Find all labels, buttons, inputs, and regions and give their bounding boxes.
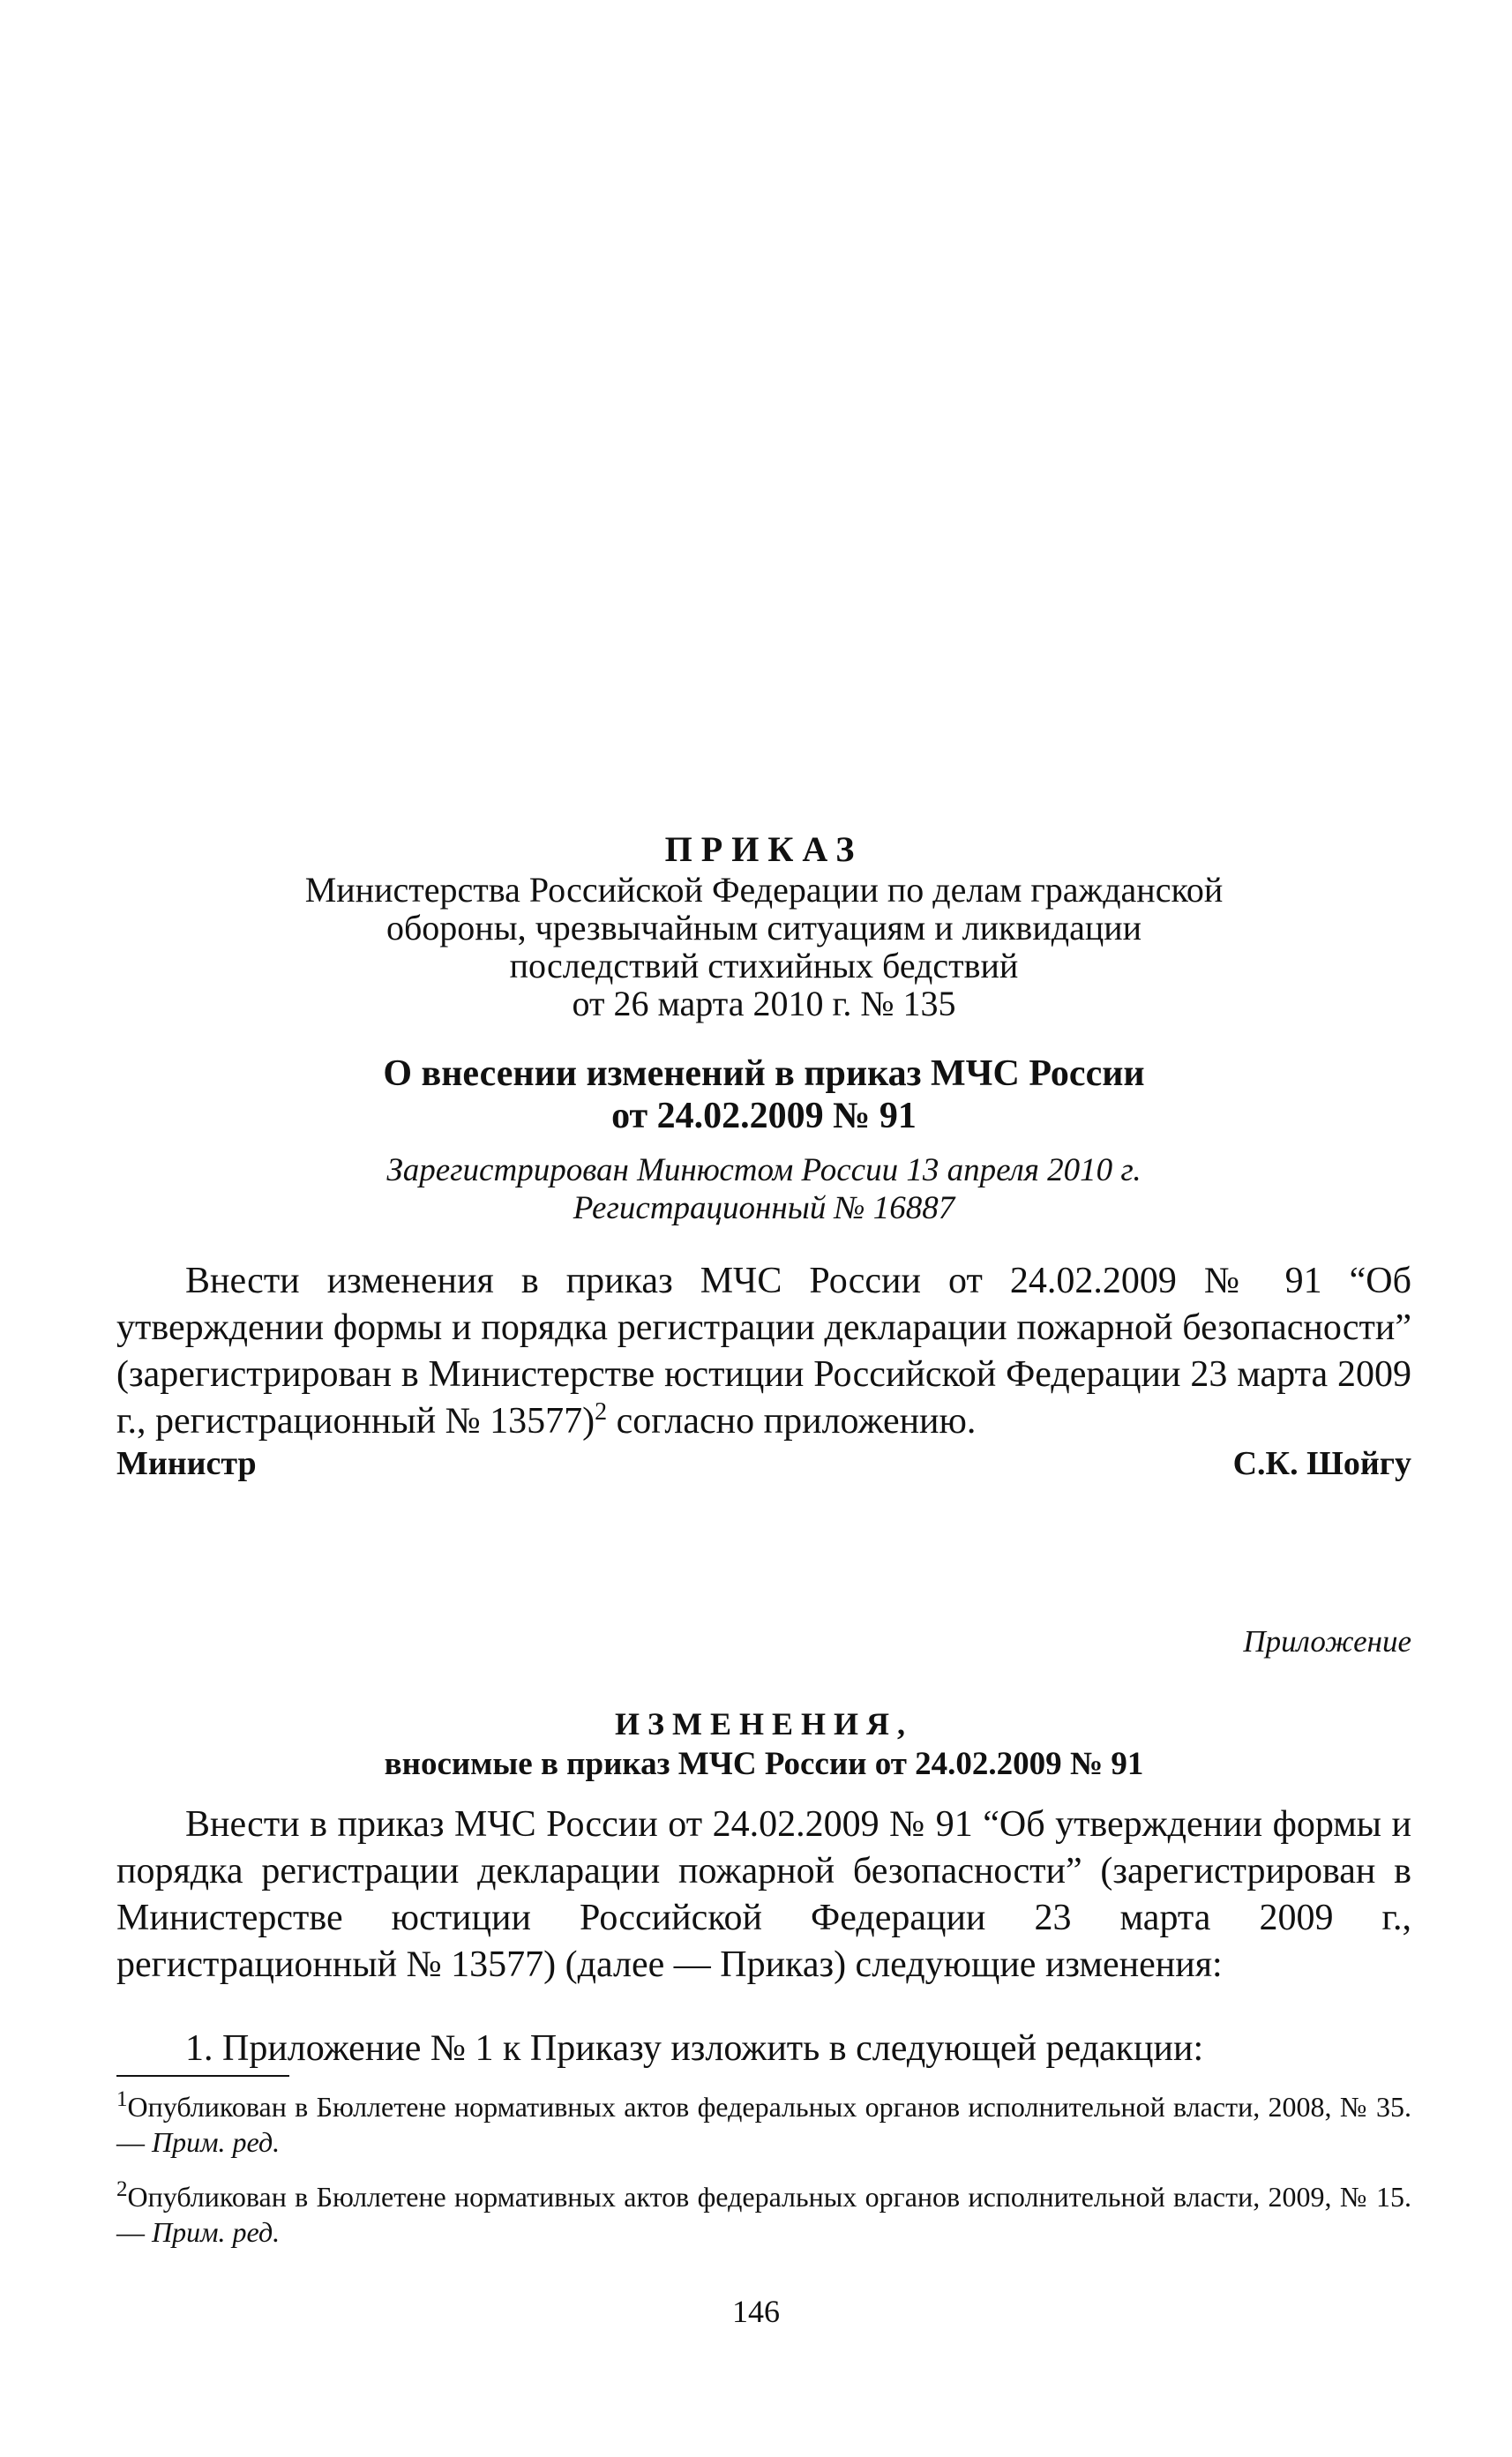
footnote-number: 2 (116, 2177, 128, 2201)
order-issuer (116, 871, 1411, 1023)
registration-note (116, 1151, 1411, 1227)
order-date-number: от 26 марта 2010 г. № 135 (572, 984, 956, 1023)
order-body-tail: согласно приложению. (607, 1401, 977, 1442)
subject-line: от 24.02.2009 № 91 (611, 1096, 917, 1136)
order-body-paragraph (116, 1258, 1411, 1445)
order-subject (116, 1052, 1411, 1137)
changes-title: ИЗМЕНЕНИЯ, (614, 1706, 913, 1742)
footnote-ref: 2 (595, 1398, 608, 1426)
issuer-line: Министерства Российской Федерации по делам гражданской (304, 870, 1224, 910)
registration-line: Регистрационный № 16887 (573, 1190, 955, 1226)
subject-line: О внесении изменений в приказ МЧС России (383, 1053, 1145, 1094)
footnote-editor-note: Прим. ред. (152, 2216, 281, 2248)
changes-paragraph: Внести в приказ МЧС России от 24.02.2009 № 91 “Об утверждении формы и порядка регистрации декларации пожарной безопасности” (зарегистрирован в Министерстве юстиции Российской Федерации 23 марта 2009 г., регистрационный № 13577) (далее — Приказ) следующие изменения: (116, 1804, 1411, 1985)
changes-subtitle: вносимые в приказ МЧС России от 24.02.2009 № 91 (384, 1746, 1144, 1782)
footnote-text: Опубликован в Бюллетене нормативных актов федеральных органов исполнительной власти, 2008, № 35. — (116, 2091, 1411, 2158)
order-body-main: Внести изменения в приказ МЧС России от 24.02.2009 № 91 “Об утверждении формы и порядка регистрации декларации пожарной безопасности” (зарегистрирован в Министерстве юстиции Российской Федерации 23 марта 2009 г., регистрационный № 13577) (116, 1261, 1411, 1442)
appendix-label: Приложение (1243, 1624, 1411, 1659)
page-number: 146 (732, 2294, 780, 2329)
footnote-1 (116, 2089, 1411, 2160)
footnote-separator (116, 2075, 289, 2077)
issuer-line: обороны, чрезвычайным ситуациям и ликвидации (385, 908, 1142, 948)
order-title: ПРИКАЗ (664, 829, 864, 869)
signatory-name: С.К. Шойгу (1232, 1445, 1411, 1482)
issuer-line: последствий стихийных бедствий (509, 946, 1019, 985)
footnote-2 (116, 2179, 1411, 2250)
footnote-editor-note: Прим. ред. (152, 2126, 281, 2158)
footnote-text: Опубликован в Бюллетене нормативных актов федеральных органов исполнительной власти, 2009, № 15. — (116, 2181, 1411, 2248)
registration-line: Зарегистрирован Минюстом России 13 апреля 2010 г. (386, 1152, 1141, 1188)
signatory-position: Министр (116, 1445, 257, 1482)
signature-row (116, 1444, 1411, 1483)
footnote-number: 1 (116, 2087, 128, 2111)
changes-item-1: 1. Приложение № 1 к Приказу изложить в следующей редакции: (185, 2028, 1204, 2069)
